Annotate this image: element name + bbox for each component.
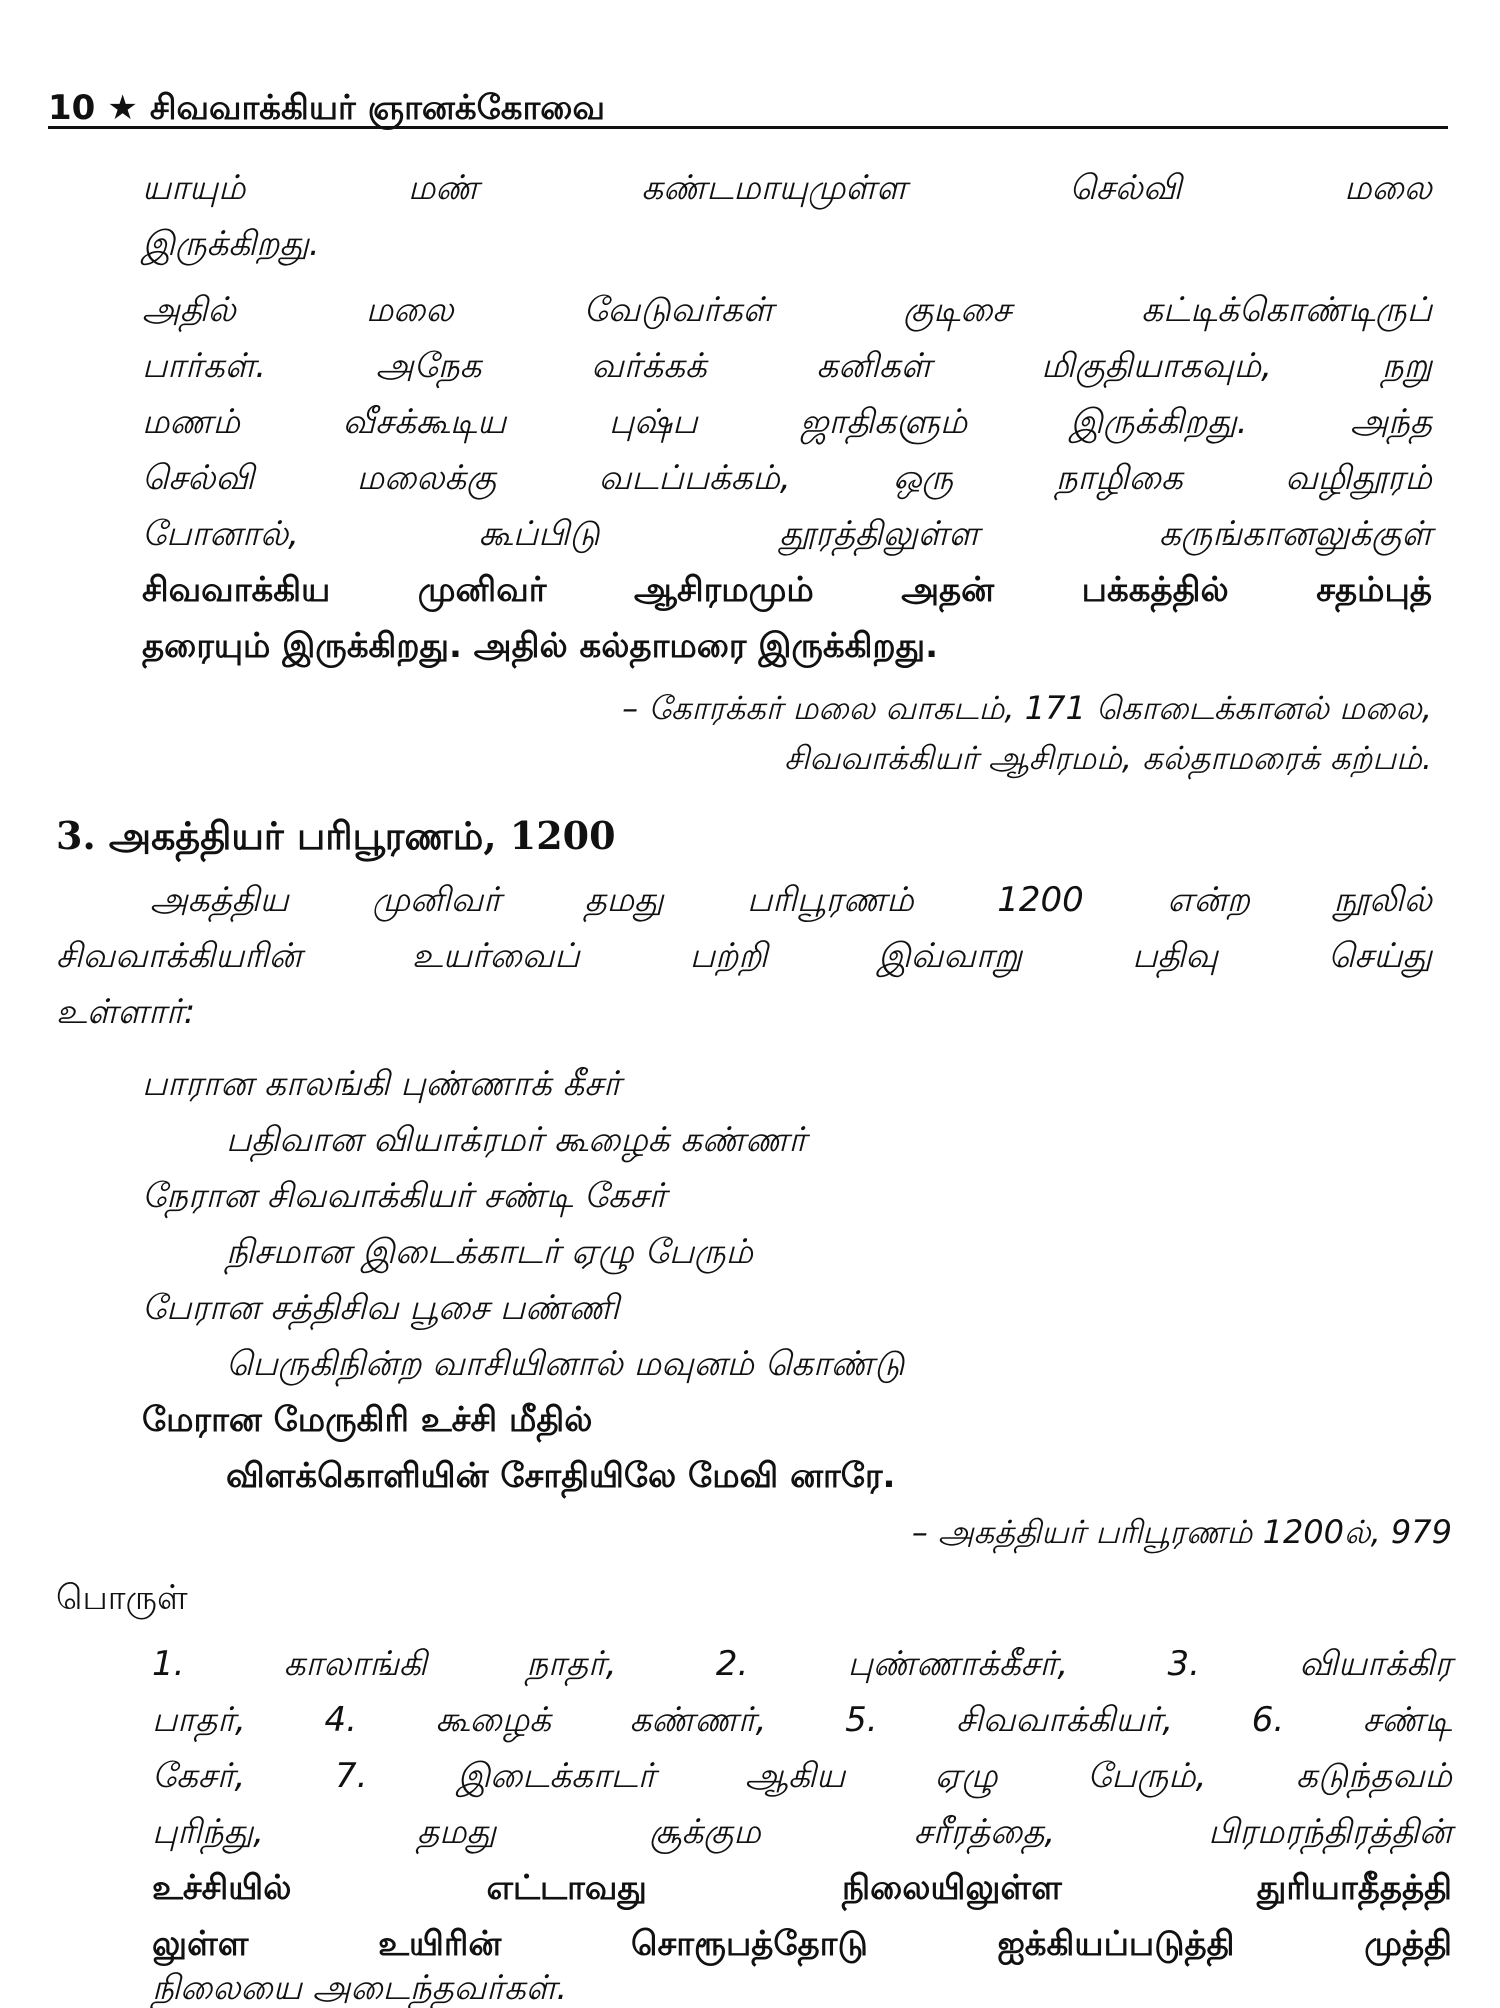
verse-line-4: நிசமான இடைக்காடர் ஏழு பேரும்	[226, 1232, 753, 1272]
verse-line-5: பேரான சத்திசிவ பூசை பண்ணி	[142, 1288, 620, 1328]
meaning-line-3: கேசர், 7. இடைக்காடர் ஆகிய ஏழு பேரும், கடுந்தவம்	[152, 1756, 1452, 1796]
meaning-line-4: புரிந்து, தமது சூக்கும சரீரத்தை, பிரமரந்திரத்தின்	[152, 1812, 1452, 1852]
intro-line-1: அகத்திய முனிவர் தமது பரிபூரணம் 1200 என்ற நூலில்	[150, 880, 1432, 920]
intro-line-2: சிவவாக்கியரின் உயர்வைப் பற்றி இவ்வாறு பதிவு செய்து	[56, 936, 1432, 976]
page-header	[48, 84, 1448, 132]
meaning-line-1: 1. காலாங்கி நாதர், 2. புண்ணாக்கீசர், 3. வியாக்கிர	[152, 1644, 1452, 1684]
verse-line-1: பாரான காலங்கி புண்ணாக் கீசர்	[142, 1064, 621, 1104]
verse-line-7: மேரான மேருகிரி உச்சி மீதில்	[142, 1400, 593, 1440]
meaning-line-2: பாதர், 4. கூழைக் கண்ணர், 5. சிவவாக்கியர், 6. சண்டி	[152, 1700, 1452, 1740]
header-rule	[48, 126, 1448, 129]
citation1-line-2: சிவவாக்கியர் ஆசிரமம், கல்தாமரைக் கற்பம்.	[784, 739, 1432, 777]
book-title: சிவவாக்கியர் ஞானக்கோவை	[149, 88, 606, 128]
verse-line-2: பதிவான வியாக்ரமர் கூழைக் கண்ணர்	[226, 1120, 807, 1160]
para2-line-4: செல்வி மலைக்கு வடப்பக்கம், ஒரு நாழிகை வழிதூரம்	[142, 458, 1432, 498]
verse-line-6: பெருகிநின்ற வாசியினால் மவுனம் கொண்டு	[226, 1344, 905, 1384]
citation2: – அகத்தியர் பரிபூரணம் 1200ல், 979	[911, 1513, 1452, 1551]
meaning-heading: பொருள்	[56, 1578, 188, 1618]
para2-line-5: போனால், கூப்பிடு தூரத்திலுள்ள கருங்கானலுக்குள்	[142, 514, 1432, 554]
para1-line-2: இருக்கிறது.	[142, 224, 320, 264]
verse-line-8: விளக்கொளியின் சோதியிலே மேவி னாரே.	[226, 1456, 896, 1496]
meaning-line-5: உச்சியில் எட்டாவது நிலையிலுள்ள துரியாதீதத்தி	[152, 1868, 1452, 1908]
para2-line-3: மணம் வீசக்கூடிய புஷ்ப ஜாதிகளும் இருக்கிறது. அந்த	[142, 402, 1432, 442]
star-icon: ★	[107, 88, 138, 128]
citation1-line-1: – கோரக்கர் மலை வாகடம், 171 கொடைக்கானல் மலை,	[622, 689, 1432, 727]
para2-line-1: அதில் மலை வேடுவர்கள் குடிசை கட்டிக்கொண்டிருப்	[142, 290, 1432, 330]
verse-line-3: நேரான சிவவாக்கியர் சண்டி கேசர்	[142, 1176, 667, 1216]
intro-line-3: உள்ளார்:	[56, 992, 196, 1032]
para2-line-7: தரையும் இருக்கிறது. அதில் கல்தாமரை இருக்கிறது.	[142, 626, 939, 666]
meaning-line-6: லுள்ள உயிரின் சொரூபத்தோடு ஐக்கியப்படுத்தி முத்தி	[152, 1924, 1452, 1964]
para1-line-1: யாயும் மண் கண்டமாயுமுள்ள செல்வி மலை	[142, 168, 1432, 208]
page-number: 10	[48, 88, 96, 128]
section-title: 3. அகத்தியர் பரிபூரணம், 1200	[56, 813, 616, 858]
para2-line-2: பார்கள். அநேக வர்க்கக் கனிகள் மிகுதியாகவும், நறு	[142, 346, 1432, 386]
para2-line-6: சிவவாக்கிய முனிவர் ஆசிரமமும் அதன் பக்கத்தில் சதம்புத்	[142, 570, 1432, 610]
meaning-line-7: நிலையை அடைந்தவர்கள்.	[152, 1968, 568, 2008]
